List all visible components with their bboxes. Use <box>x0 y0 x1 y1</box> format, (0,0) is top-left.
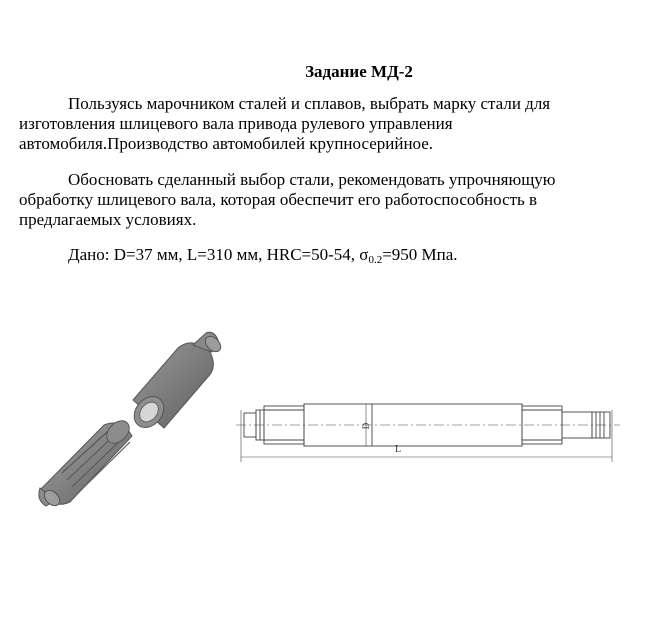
given-prefix: Дано: D=37 мм, L=310 мм, HRC=50-54, σ <box>68 245 369 264</box>
given-subscript: 0.2 <box>368 254 383 266</box>
task-title: Задание МД-2 <box>305 62 413 81</box>
paragraph-2-text: Обосновать сделанный выбор стали, рекомендовать упрочняющую обработку шлицевого вала, которая обеспечит его работоспособность в предлагаемых условиях. <box>19 170 556 229</box>
sleeve-3d <box>128 332 223 433</box>
shaft-technical-drawing <box>236 404 620 462</box>
splined-shaft-3d <box>39 416 134 508</box>
length-label: L <box>394 444 402 455</box>
paragraph-1-text: Пользуясь марочником сталей и сплавов, выбрать марку стали для изготовления шлицевого вала привода рулевого управления автомобиля.Производство автомобилей крупносерийное. <box>19 94 551 153</box>
diameter-label: D <box>361 422 371 430</box>
given-suffix: =950 Мпа. <box>382 245 458 264</box>
